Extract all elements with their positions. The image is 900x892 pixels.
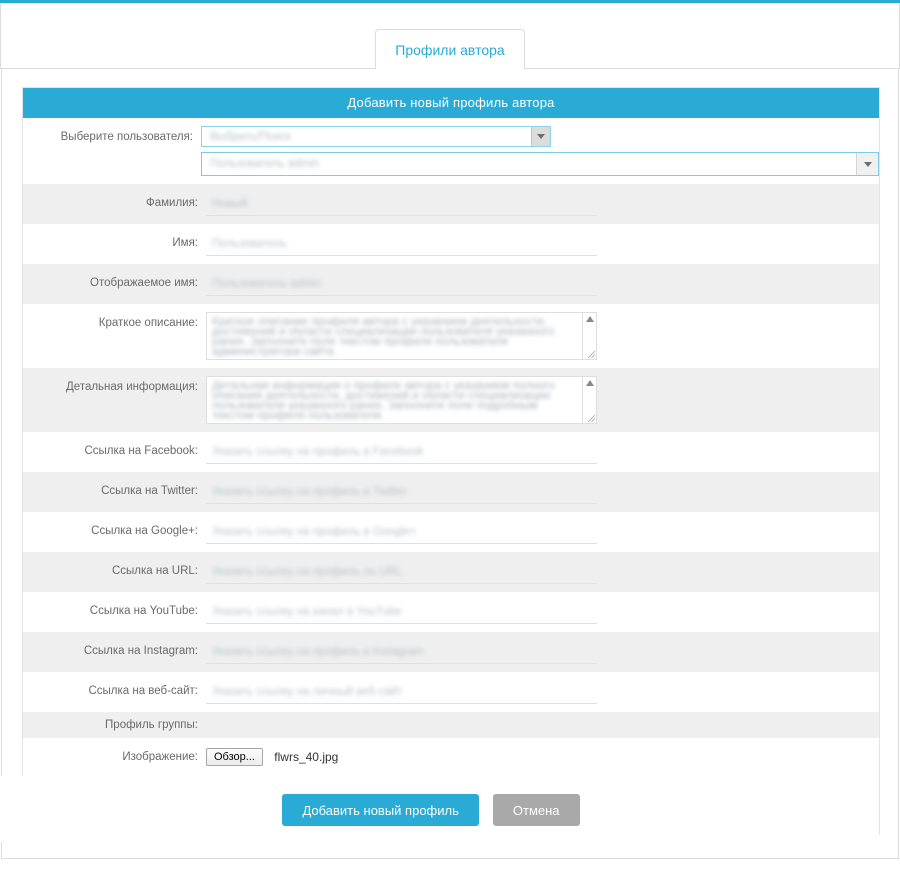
website-input-value: Указать ссылку на личный веб-сайт — [212, 685, 403, 698]
label-googleplus: Ссылка на Google+: — [91, 525, 198, 537]
field-twitter — [206, 472, 879, 512]
label-firstname: Имя: — [172, 237, 198, 249]
content-panel — [1, 69, 899, 859]
firstname-input-value: Пользователь — [212, 237, 287, 250]
label-facebook: Ссылка на Facebook: — [84, 445, 198, 457]
user-select-value: Пользователь admin — [210, 158, 320, 170]
field-url — [206, 552, 879, 592]
instagram-input-value: Указать ссылку на профиль в Instagram — [212, 645, 424, 658]
label-displayname: Отображаемое имя: — [90, 277, 198, 289]
form-card — [22, 87, 880, 835]
form-row-instagram — [23, 632, 879, 672]
field-instagram — [206, 632, 879, 672]
user-search-select[interactable] — [201, 126, 551, 147]
chevron-down-icon[interactable] — [531, 127, 550, 146]
scroll-up-icon[interactable] — [586, 380, 594, 386]
tab-author-profiles[interactable]: Профили автора — [375, 29, 525, 70]
label-short-description: Краткое описание: — [98, 317, 198, 329]
label-youtube: Ссылка на YouTube: — [89, 605, 198, 617]
field-youtube — [206, 592, 879, 632]
user-select[interactable] — [201, 152, 879, 176]
field-select-user — [201, 118, 879, 184]
label-lastname: Фамилия: — [145, 197, 198, 209]
instagram-input[interactable] — [206, 640, 597, 664]
field-short-description — [206, 304, 879, 368]
resize-handle-icon[interactable] — [588, 351, 595, 358]
lastname-input[interactable] — [206, 192, 597, 216]
form-row-detail-info — [23, 368, 879, 432]
field-website — [206, 672, 879, 712]
browse-file-button[interactable]: Обзор... — [206, 748, 263, 766]
short-description-text: Краткое описание профиля автора с указанием деятельности, достижений и области специализации пользователя указанного ранее. Заполните поле текстом профиля пользователя администратора сайта. — [212, 317, 555, 357]
googleplus-input-value: Указать ссылку на профиль в Google+ — [212, 525, 417, 538]
form-row-displayname — [23, 264, 879, 304]
label-group-profile: Профиль группы: — [105, 719, 198, 731]
form-row-twitter — [23, 472, 879, 512]
short-description-textarea[interactable] — [206, 312, 597, 360]
firstname-input[interactable] — [206, 232, 597, 256]
label-select-user: Выберите пользователя: — [60, 131, 193, 143]
form-card-title: Добавить новый профиль автора — [23, 88, 879, 118]
field-group-profile — [206, 712, 879, 728]
url-input[interactable] — [206, 560, 597, 584]
detail-info-textarea[interactable] — [206, 376, 597, 424]
facebook-input-value: Указать ссылку на профиль в Facebook — [212, 445, 424, 458]
form-row-url — [23, 552, 879, 592]
cancel-button[interactable]: Отмена — [493, 794, 580, 826]
label-image: Изображение: — [122, 751, 198, 763]
tab-strip-left-border — [0, 3, 1, 69]
field-googleplus — [206, 512, 879, 552]
form-row-facebook — [23, 432, 879, 472]
field-displayname — [206, 264, 879, 304]
form-row-youtube — [23, 592, 879, 632]
displayname-input-value: Пользователь admin — [212, 277, 322, 290]
field-lastname — [206, 184, 879, 224]
form-row-firstname — [23, 224, 879, 264]
form-row-lastname — [23, 184, 879, 224]
field-firstname — [206, 224, 879, 264]
field-image — [206, 738, 879, 774]
lastname-input-value: Новый — [212, 197, 248, 210]
tab-strip — [0, 3, 900, 69]
field-detail-info — [206, 368, 879, 432]
twitter-input[interactable] — [206, 480, 597, 504]
user-search-select-value: Выбрать/Поиск — [210, 130, 292, 143]
form-row-website — [23, 672, 879, 712]
form-actions — [0, 776, 879, 842]
label-instagram: Ссылка на Instagram: — [83, 645, 198, 657]
form-row-googleplus — [23, 512, 879, 552]
displayname-input[interactable] — [206, 272, 597, 296]
form-row-group-profile — [23, 712, 879, 738]
chevron-down-icon[interactable] — [856, 153, 878, 175]
detail-info-text: Детальная информация о профиле автора с указанием полного описания деятельности, достижений и области специализации пользователя указанного ранее. Заполните поле подробным текстом профиля пользователя. — [212, 381, 555, 421]
label-website: Ссылка на веб-сайт: — [88, 685, 198, 697]
youtube-input[interactable] — [206, 600, 597, 624]
youtube-input-value: Указать ссылку на канал в YouTube — [212, 605, 402, 618]
googleplus-input[interactable] — [206, 520, 597, 544]
url-input-value: Указать ссылку на профиль по URL — [212, 565, 403, 578]
label-detail-info: Детальная информация: — [66, 381, 198, 393]
label-url: Ссылка на URL: — [111, 565, 198, 577]
website-input[interactable] — [206, 680, 597, 704]
selected-file-name: flwrs_40.jpg — [274, 750, 339, 764]
resize-handle-icon[interactable] — [588, 415, 595, 422]
field-facebook — [206, 432, 879, 472]
add-new-profile-button[interactable]: Добавить новый профиль — [282, 794, 478, 826]
form-row-short-description — [23, 304, 879, 368]
scroll-up-icon[interactable] — [586, 316, 594, 322]
twitter-input-value: Указать ссылку на профиль в Twitter — [212, 485, 407, 498]
facebook-input[interactable] — [206, 440, 597, 464]
form-row-select-user — [23, 118, 879, 184]
form-row-image — [23, 738, 879, 776]
label-twitter: Ссылка на Twitter: — [101, 485, 198, 497]
